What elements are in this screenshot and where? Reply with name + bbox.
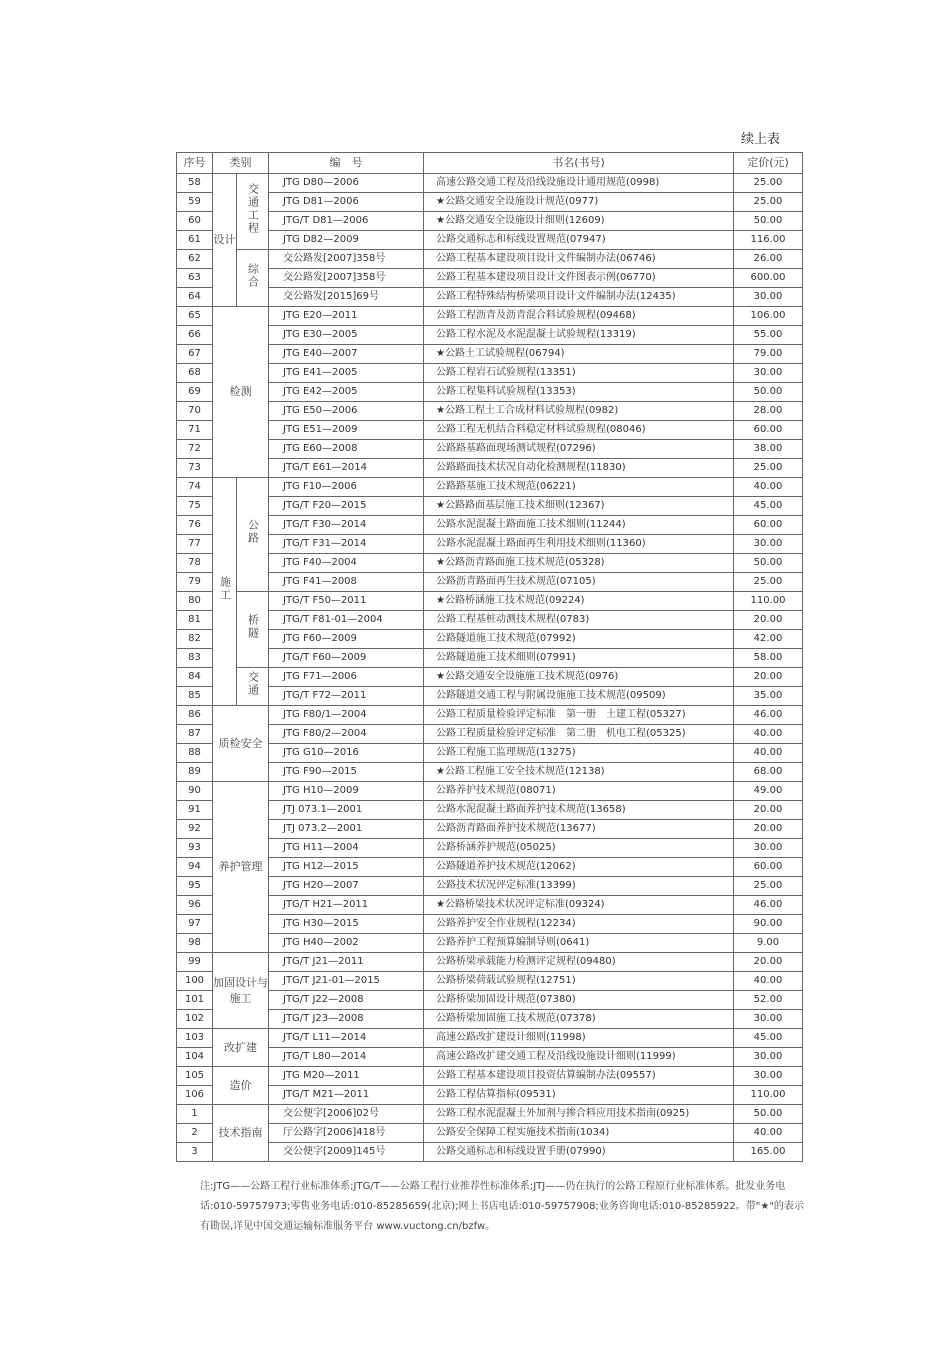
price: 600.00: [734, 269, 803, 288]
book-title: 公路水泥混凝土路面再生利用技术细则(11360): [424, 535, 734, 554]
category-shigong: [213, 478, 237, 706]
category-zaojia: [213, 1067, 269, 1105]
table-row: [177, 763, 803, 782]
table-row: [177, 231, 803, 250]
header-title: 书名(书号): [424, 153, 734, 174]
price: 50.00: [734, 554, 803, 573]
book-title: 公路工程基本建设项目设计文件图表示例(06770): [424, 269, 734, 288]
table-row: [177, 1029, 803, 1048]
row-number: 82: [177, 630, 213, 649]
table-row: [177, 345, 803, 364]
standard-code: JTG/T M21—2011: [269, 1086, 424, 1105]
book-title: 公路工程水泥混凝土外加剂与掺合料应用技术指南(0925): [424, 1105, 734, 1124]
category-gaikuo: [213, 1029, 269, 1067]
standard-code: JTG/T F30—2014: [269, 516, 424, 535]
table-row: [177, 896, 803, 915]
row-number: 64: [177, 288, 213, 307]
book-title: 公路工程施工监理规范(13275): [424, 744, 734, 763]
table-row: [177, 1086, 803, 1105]
price: 55.00: [734, 326, 803, 345]
price: 110.00: [734, 1086, 803, 1105]
standard-code: JTJ 073.1—2001: [269, 801, 424, 820]
standard-code: 交公路发[2015]69号: [269, 288, 424, 307]
table-row: [177, 554, 803, 573]
row-number: 89: [177, 763, 213, 782]
table-row: [177, 782, 803, 801]
table-row: [177, 1010, 803, 1029]
book-title: 公路沥青路面再生技术规范(07105): [424, 573, 734, 592]
row-number: 85: [177, 687, 213, 706]
standard-code: JTG H30—2015: [269, 915, 424, 934]
book-title: 公路养护技术规范(08071): [424, 782, 734, 801]
standard-code: JTG E42—2005: [269, 383, 424, 402]
standard-code: JTG E40—2007: [269, 345, 424, 364]
book-title: 公路路基路面现场测试规程(07296): [424, 440, 734, 459]
table-header-row: [177, 153, 803, 174]
table-row: [177, 478, 803, 497]
standard-code: JTG/T H21—2011: [269, 896, 424, 915]
table-row: [177, 687, 803, 706]
price: 20.00: [734, 953, 803, 972]
standard-code: JTG H11—2004: [269, 839, 424, 858]
table-row: [177, 250, 803, 269]
row-number: 65: [177, 307, 213, 326]
category-jiance: [213, 307, 269, 478]
standard-code: JTG/T F72—2011: [269, 687, 424, 706]
standard-code: JTG G10—2016: [269, 744, 424, 763]
row-number: 106: [177, 1086, 213, 1105]
row-number: 93: [177, 839, 213, 858]
book-title: ★公路桥梁技术状况评定标准(09324): [424, 896, 734, 915]
price: 40.00: [734, 478, 803, 497]
header-code: 编 号: [269, 153, 424, 174]
category-label: 改扩建: [224, 1040, 257, 1054]
category-label: 养护管理: [218, 860, 263, 873]
table-row: [177, 801, 803, 820]
footnote: 注:JTG——公路工程行业标准体系;JTG/T——公路工程行业推荐性标准体系;JTJ——仍在执行的公路工程原行业标准体系。批发业务电话:010-59757973;零售业务电话:010-85285659(北京);网上书店电话:010-59757908;业务咨询电话:010-85285922。带"★"的表示有勘误,详见中国交通运输标准服务平台 www.vuctong.cn/bzfw。: [200, 1181, 804, 1232]
row-number: 71: [177, 421, 213, 440]
price: 58.00: [734, 649, 803, 668]
table-body: [177, 174, 803, 1162]
row-number: 94: [177, 858, 213, 877]
standard-code: JTG E51—2009: [269, 421, 424, 440]
book-title: 公路路面技术状况自动化检测规程(11830): [424, 459, 734, 478]
price: 30.00: [734, 1067, 803, 1086]
table-row: [177, 611, 803, 630]
price: 40.00: [734, 972, 803, 991]
price: 68.00: [734, 763, 803, 782]
book-title: 高速公路改扩建交通工程及沿线设施设计细则(11999): [424, 1048, 734, 1067]
standard-code: JTG F40—2004: [269, 554, 424, 573]
row-number: 75: [177, 497, 213, 516]
price: 20.00: [734, 668, 803, 687]
row-number: 104: [177, 1048, 213, 1067]
table-row: [177, 440, 803, 459]
price: 45.00: [734, 1029, 803, 1048]
book-title: 公路水泥混凝土路面施工技术细则(11244): [424, 516, 734, 535]
book-title: 公路工程质量检验评定标准 第一册 土建工程(05327): [424, 706, 734, 725]
book-title: 公路技术状况评定标准(13399): [424, 877, 734, 896]
standard-code: JTJ 073.2—2001: [269, 820, 424, 839]
category-jiaotong2: [237, 668, 269, 706]
price: 50.00: [734, 383, 803, 402]
price: 49.00: [734, 782, 803, 801]
table-row: [177, 193, 803, 212]
table-row: [177, 307, 803, 326]
table-row: [177, 915, 803, 934]
table-row: [177, 1048, 803, 1067]
header-category: 类别: [213, 153, 269, 174]
row-number: 103: [177, 1029, 213, 1048]
row-number: 98: [177, 934, 213, 953]
book-title: 公路桥涵养护规范(05025): [424, 839, 734, 858]
book-title: 公路隧道养护技术规范(12062): [424, 858, 734, 877]
standard-code: JTG F80/2—2004: [269, 725, 424, 744]
category-label: 造价: [229, 1078, 252, 1092]
standard-code: JTG/T F20—2015: [269, 497, 424, 516]
table-row: [177, 535, 803, 554]
price: 46.00: [734, 706, 803, 725]
standard-code: JTG M20—2011: [269, 1067, 424, 1086]
book-title: 高速公路交通工程及沿线设施设计通用规范(0998): [424, 174, 734, 193]
standard-code: JTG/T J21-01—2015: [269, 972, 424, 991]
price: 20.00: [734, 820, 803, 839]
table-row: [177, 364, 803, 383]
standard-code: JTG/T J22—2008: [269, 991, 424, 1010]
category-label: 技术指南: [218, 1126, 263, 1139]
category-label: 交通: [246, 671, 260, 697]
category-jishu: [213, 1105, 269, 1162]
price: 30.00: [734, 1048, 803, 1067]
category-qiaosui: [237, 592, 269, 668]
book-title: 公路桥梁承载能力检测评定规程(09480): [424, 953, 734, 972]
row-number: 66: [177, 326, 213, 345]
price: 45.00: [734, 497, 803, 516]
standard-code: 交公便字[2009]145号: [269, 1143, 424, 1162]
category-label: 质检安全: [218, 736, 263, 750]
standard-code: JTG F80/1—2004: [269, 706, 424, 725]
book-title: 公路隧道交通工程与附属设施施工技术规范(09509): [424, 687, 734, 706]
table-row: [177, 972, 803, 991]
book-title: 公路路基施工技术规范(06221): [424, 478, 734, 497]
standard-code: JTG/T F50—2011: [269, 592, 424, 611]
table-row: [177, 288, 803, 307]
standard-code: JTG/T F60—2009: [269, 649, 424, 668]
standard-code: JTG E20—2011: [269, 307, 424, 326]
row-number: 92: [177, 820, 213, 839]
category-label: 交通工程: [246, 183, 260, 235]
row-number: 88: [177, 744, 213, 763]
price: 50.00: [734, 212, 803, 231]
category-label: 加固设计与施工: [213, 975, 268, 1005]
price: 20.00: [734, 611, 803, 630]
table-row: [177, 953, 803, 972]
table-row: [177, 668, 803, 687]
row-number: 59: [177, 193, 213, 212]
book-title: 公路交通标志和标线设置手册(07990): [424, 1143, 734, 1162]
price: 30.00: [734, 839, 803, 858]
standards-table: [176, 152, 803, 1162]
row-number: 76: [177, 516, 213, 535]
row-number: 63: [177, 269, 213, 288]
table-row: [177, 991, 803, 1010]
price: 25.00: [734, 573, 803, 592]
row-number: 72: [177, 440, 213, 459]
category-yanghu: [213, 782, 269, 953]
price: 42.00: [734, 630, 803, 649]
standard-code: JTG F90—2015: [269, 763, 424, 782]
book-title: 公路工程基本建设项目投资估算编制办法(09557): [424, 1067, 734, 1086]
row-number: 78: [177, 554, 213, 573]
header-price: 定价(元): [734, 153, 803, 174]
book-title: 公路隧道施工技术细则(07991): [424, 649, 734, 668]
table-row: [177, 573, 803, 592]
row-number: 79: [177, 573, 213, 592]
standard-code: 交公便字[2006]02号: [269, 1105, 424, 1124]
category-label: 桥隧: [246, 614, 260, 640]
table-row: [177, 459, 803, 478]
book-title: 公路交通标志和标线设置规范(07947): [424, 231, 734, 250]
price: 40.00: [734, 1124, 803, 1143]
table-row: [177, 402, 803, 421]
row-number: 2: [177, 1124, 213, 1143]
row-number: 77: [177, 535, 213, 554]
standard-code: JTG D82—2009: [269, 231, 424, 250]
row-number: 58: [177, 174, 213, 193]
standard-code: JTG E50—2006: [269, 402, 424, 421]
standard-code: 交公路发[2007]358号: [269, 250, 424, 269]
standard-code: 厅公路字[2006]418号: [269, 1124, 424, 1143]
category-jiaotong1: [237, 174, 269, 250]
standard-code: JTG H20—2007: [269, 877, 424, 896]
price: 106.00: [734, 307, 803, 326]
standard-code: JTG F71—2006: [269, 668, 424, 687]
row-number: 102: [177, 1010, 213, 1029]
book-title: 公路工程质量检验评定标准 第二册 机电工程(05325): [424, 725, 734, 744]
table-row: [177, 744, 803, 763]
price: 30.00: [734, 288, 803, 307]
book-title: ★公路土工试验规程(06794): [424, 345, 734, 364]
price: 60.00: [734, 858, 803, 877]
standard-code: JTG/T L80—2014: [269, 1048, 424, 1067]
standard-code: 交公路发[2007]358号: [269, 269, 424, 288]
row-number: 90: [177, 782, 213, 801]
category-label: 施工: [218, 576, 232, 602]
row-number: 87: [177, 725, 213, 744]
price: 30.00: [734, 1010, 803, 1029]
table-row: [177, 1143, 803, 1162]
table-row: [177, 725, 803, 744]
category-label: 设计: [213, 233, 236, 246]
price: 25.00: [734, 459, 803, 478]
price: 30.00: [734, 535, 803, 554]
book-title: 公路安全保障工程实施技术指南(1034): [424, 1124, 734, 1143]
standard-code: JTG/T J21—2011: [269, 953, 424, 972]
row-number: 73: [177, 459, 213, 478]
book-title: 公路工程集料试验规程(13353): [424, 383, 734, 402]
price: 90.00: [734, 915, 803, 934]
category-sheji: [213, 174, 237, 307]
row-number: 1: [177, 1105, 213, 1124]
standard-code: JTG F10—2006: [269, 478, 424, 497]
standard-code: JTG H12—2015: [269, 858, 424, 877]
price: 20.00: [734, 801, 803, 820]
table-row: [177, 839, 803, 858]
continued-label: 续上表: [741, 132, 781, 147]
row-number: 105: [177, 1067, 213, 1086]
table-row: [177, 212, 803, 231]
book-title: 公路工程基桩动测技术规程(0783): [424, 611, 734, 630]
book-title: ★公路交通安全设施设计细则(12609): [424, 212, 734, 231]
standard-code: JTG/T F81-01—2004: [269, 611, 424, 630]
price: 60.00: [734, 421, 803, 440]
book-title: 公路沥青路面养护技术规范(13677): [424, 820, 734, 839]
price: 25.00: [734, 174, 803, 193]
price: 60.00: [734, 516, 803, 535]
standard-code: JTG E30—2005: [269, 326, 424, 345]
standard-code: JTG E60—2008: [269, 440, 424, 459]
category-zhijian: [213, 706, 269, 782]
price: 38.00: [734, 440, 803, 459]
book-title: 公路工程沥青及沥青混合料试验规程(09468): [424, 307, 734, 326]
book-title: 公路水泥混凝土路面养护技术规范(13658): [424, 801, 734, 820]
book-title: 公路桥梁加固施工技术规范(07378): [424, 1010, 734, 1029]
table-row: [177, 1105, 803, 1124]
row-number: 61: [177, 231, 213, 250]
book-title: ★公路沥青路面施工技术规范(05328): [424, 554, 734, 573]
standard-code: JTG H10—2009: [269, 782, 424, 801]
price: 50.00: [734, 1105, 803, 1124]
row-number: 96: [177, 896, 213, 915]
book-title: 公路工程特殊结构桥梁项目设计文件编制办法(12435): [424, 288, 734, 307]
row-number: 84: [177, 668, 213, 687]
price: 26.00: [734, 250, 803, 269]
category-gonglu: [237, 478, 269, 592]
standard-code: JTG/T F31—2014: [269, 535, 424, 554]
book-title: ★公路路面基层施工技术细则(12367): [424, 497, 734, 516]
price: 46.00: [734, 896, 803, 915]
row-number: 68: [177, 364, 213, 383]
book-title: 公路养护工程预算编制导则(0641): [424, 934, 734, 953]
standard-code: JTG D80—2006: [269, 174, 424, 193]
table-row: [177, 649, 803, 668]
price: 35.00: [734, 687, 803, 706]
table-row: [177, 630, 803, 649]
table-row: [177, 820, 803, 839]
table-row: [177, 1124, 803, 1143]
book-title: ★公路桥涵施工技术规范(09224): [424, 592, 734, 611]
table-row: [177, 706, 803, 725]
book-title: ★公路交通安全设施施工技术规范(0976): [424, 668, 734, 687]
standard-code: JTG/T E61—2014: [269, 459, 424, 478]
category-jiagu: [213, 953, 269, 1029]
book-title: 公路隧道施工技术规范(07992): [424, 630, 734, 649]
price: 116.00: [734, 231, 803, 250]
table-row: [177, 383, 803, 402]
row-number: 67: [177, 345, 213, 364]
standard-code: JTG F60—2009: [269, 630, 424, 649]
table-row: [177, 858, 803, 877]
table-row: [177, 877, 803, 896]
category-label: 公路: [246, 519, 260, 545]
row-number: 99: [177, 953, 213, 972]
standard-code: JTG/T J23—2008: [269, 1010, 424, 1029]
row-number: 100: [177, 972, 213, 991]
table-row: [177, 934, 803, 953]
row-number: 81: [177, 611, 213, 630]
table-row: [177, 592, 803, 611]
price: 79.00: [734, 345, 803, 364]
table-row: [177, 497, 803, 516]
table-row: [177, 421, 803, 440]
row-number: 69: [177, 383, 213, 402]
row-number: 62: [177, 250, 213, 269]
table-row: [177, 326, 803, 345]
book-title: ★公路工程土工合成材料试验规程(0982): [424, 402, 734, 421]
standard-code: JTG E41—2005: [269, 364, 424, 383]
row-number: 74: [177, 478, 213, 497]
book-title: ★公路交通安全设施设计规范(0977): [424, 193, 734, 212]
book-title: 公路工程水泥及水泥混凝土试验规程(13319): [424, 326, 734, 345]
book-title: 公路工程估算指标(09531): [424, 1086, 734, 1105]
price: 25.00: [734, 877, 803, 896]
book-title: 公路桥梁加固设计规范(07380): [424, 991, 734, 1010]
category-zonghe: [237, 250, 269, 307]
book-title: ★公路工程施工安全技术规范(12138): [424, 763, 734, 782]
standard-code: JTG/T D81—2006: [269, 212, 424, 231]
standard-code: JTG D81—2006: [269, 193, 424, 212]
row-number: 3: [177, 1143, 213, 1162]
row-number: 86: [177, 706, 213, 725]
price: 40.00: [734, 744, 803, 763]
standard-code: JTG F41—2008: [269, 573, 424, 592]
book-title: 公路工程无机结合料稳定材料试验规程(08046): [424, 421, 734, 440]
row-number: 60: [177, 212, 213, 231]
table-row: [177, 174, 803, 193]
row-number: 97: [177, 915, 213, 934]
price: 40.00: [734, 725, 803, 744]
standard-code: JTG H40—2002: [269, 934, 424, 953]
row-number: 101: [177, 991, 213, 1010]
price: 52.00: [734, 991, 803, 1010]
price: 25.00: [734, 193, 803, 212]
row-number: 80: [177, 592, 213, 611]
standard-code: JTG/T L11—2014: [269, 1029, 424, 1048]
price: 165.00: [734, 1143, 803, 1162]
row-number: 91: [177, 801, 213, 820]
table-row: [177, 1067, 803, 1086]
table-row: [177, 516, 803, 535]
price: 9.00: [734, 934, 803, 953]
price: 110.00: [734, 592, 803, 611]
book-title: 公路工程岩石试验规程(13351): [424, 364, 734, 383]
header-no: 序号: [177, 153, 213, 174]
book-title: 高速公路改扩建设计细则(11998): [424, 1029, 734, 1048]
book-title: 公路桥梁荷载试验规程(12751): [424, 972, 734, 991]
category-label: 综合: [246, 262, 260, 289]
row-number: 95: [177, 877, 213, 896]
price: 30.00: [734, 364, 803, 383]
book-title: 公路养护安全作业规程(12234): [424, 915, 734, 934]
book-title: 公路工程基本建设项目设计文件编制办法(06746): [424, 250, 734, 269]
category-label: 检测: [229, 385, 252, 398]
row-number: 83: [177, 649, 213, 668]
table-row: [177, 269, 803, 288]
row-number: 70: [177, 402, 213, 421]
price: 28.00: [734, 402, 803, 421]
